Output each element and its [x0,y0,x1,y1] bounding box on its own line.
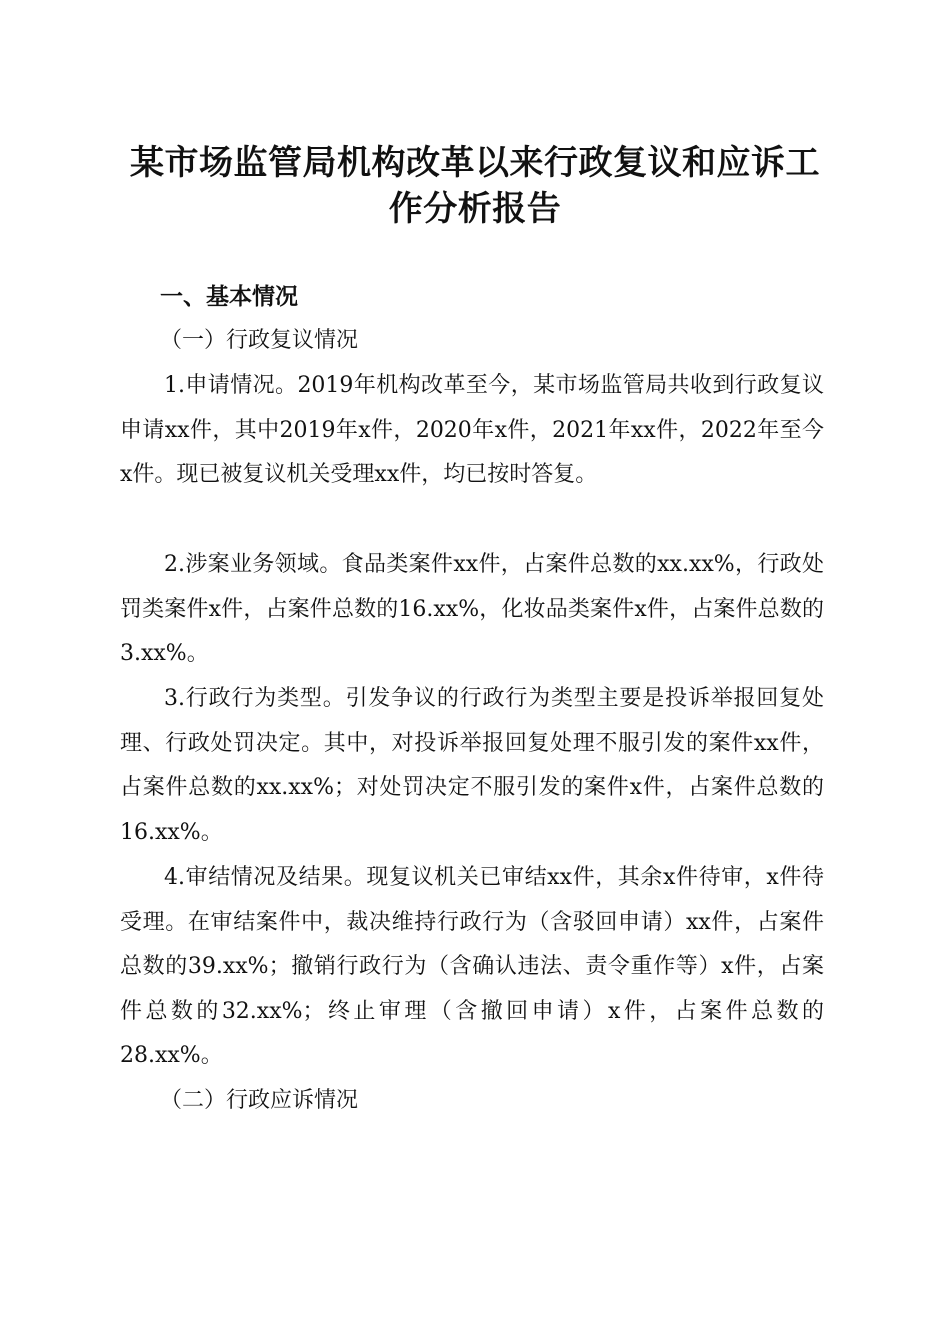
section-heading-basic-situation: 一、基本情况 [160,284,298,310]
paragraph-application-situation: 1.申请情况。2019年机构改革至今，某市场监管局共收到行政复议申请xx件，其中2019年x件，2020年x件，2021年xx件，2022年至今x件。现已被复议机关受理xx件，均已按时答复。 [120,373,824,487]
document-title-line-1: 某市场监管局机构改革以来行政复议和应诉工 [130,143,820,183]
paragraph-administrative-act-types: 3.行政行为类型。引发争议的行政行为类型主要是投诉举报回复处理、行政处罚决定。其中，对投诉举报回复处理不服引发的案件xx件，占案件总数的xx.xx%；对处罚决定不服引发的案件x件，占案件总数的16.xx%。 [120,686,824,845]
subsection-heading-administrative-review: （一）行政复议情况 [160,328,359,353]
paragraph-business-areas: 2.涉案业务领域。食品类案件xx件，占案件总数的xx.xx%，行政处罚类案件x件，占案件总数的16.xx%，化妆品类案件x件，占案件总数的3.xx%。 [120,552,824,666]
paragraph-conclusion-results: 4.审结情况及结果。现复议机关已审结xx件，其余x件待审，x件待受理。在审结案件中，裁决维持行政行为（含驳回申请）xx件，占案件总数的39.xx%；撤销行政行为（含确认违法、责令重作等）x件，占案件总数的32.xx%；终止审理（含撤回申请）x件，占案件总数的28.xx%。 [120,865,824,1068]
subsection-heading-administrative-litigation: （二）行政应诉情况 [160,1088,359,1113]
document-title-line-2: 作分析报告 [388,189,562,229]
